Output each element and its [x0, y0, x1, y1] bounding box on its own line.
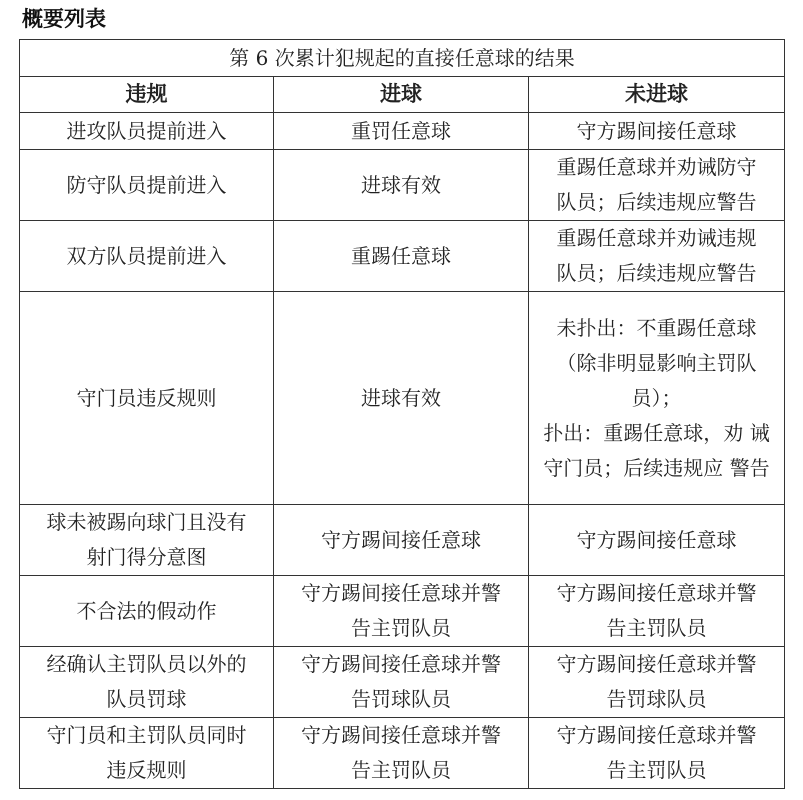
table-caption-row	[20, 40, 785, 77]
no-goal-cell	[529, 292, 785, 505]
table-row	[20, 221, 785, 292]
table-row	[20, 150, 785, 221]
goal-cell: 守方踢间接任意球并警 告罚球队员	[274, 647, 529, 718]
goal-cell: 进球有效	[274, 292, 529, 505]
goal-cell: 重踢任意球	[274, 221, 529, 292]
table-row	[20, 292, 785, 505]
offence-cell: 守门员和主罚队员同时 违反规则	[20, 718, 274, 789]
no-goal-cell: 重踢任意球并劝诫违规 队员；后续违规应警告	[529, 221, 785, 292]
table-row	[20, 718, 785, 789]
goal-cell: 重罚任意球	[274, 113, 529, 150]
offence-cell: 守门员违反规则	[20, 292, 274, 505]
table-header-row	[20, 77, 785, 113]
goal-cell: 守方踢间接任意球并警 告主罚队员	[274, 576, 529, 647]
table-caption: 第 6 次累计犯规起的直接任意球的结果	[20, 40, 785, 77]
no-goal-cell: 守方踢间接任意球	[529, 113, 785, 150]
no-goal-cell: 重踢任意球并劝诫防守 队员；后续违规应警告	[529, 150, 785, 221]
goal-cell: 守方踢间接任意球并警 告主罚队员	[274, 718, 529, 789]
goal-cell: 守方踢间接任意球	[274, 505, 529, 576]
offence-cell: 不合法的假动作	[20, 576, 274, 647]
offence-cell: 球未被踢向球门且没有 射门得分意图	[20, 505, 274, 576]
table-row	[20, 647, 785, 718]
table-row	[20, 505, 785, 576]
goal-cell: 进球有效	[274, 150, 529, 221]
offence-cell: 经确认主罚队员以外的 队员罚球	[20, 647, 274, 718]
no-goal-cell: 守方踢间接任意球并警 告罚球队员	[529, 647, 785, 718]
table-row	[20, 113, 785, 150]
column-header-no-goal: 未进球	[529, 77, 785, 113]
column-header-goal: 进球	[274, 77, 529, 113]
no-goal-cell: 守方踢间接任意球	[529, 505, 785, 576]
saved-note: 扑出：重踢任意球，劝 诫守门员；后续违规应 警告	[543, 420, 770, 480]
offence-cell: 进攻队员提前进入	[20, 113, 274, 150]
not-saved-note: 未扑出：不重踢任意球 （除非明显影响主罚队 员）；	[556, 315, 757, 410]
no-goal-cell: 守方踢间接任意球并警 告主罚队员	[529, 718, 785, 789]
page-title: 概要列表	[22, 7, 106, 31]
table-row	[20, 576, 785, 647]
column-header-offence: 违规	[20, 77, 274, 113]
summary-table	[19, 39, 785, 789]
offence-cell: 双方队员提前进入	[20, 221, 274, 292]
offence-cell: 防守队员提前进入	[20, 150, 274, 221]
no-goal-cell: 守方踢间接任意球并警 告主罚队员	[529, 576, 785, 647]
